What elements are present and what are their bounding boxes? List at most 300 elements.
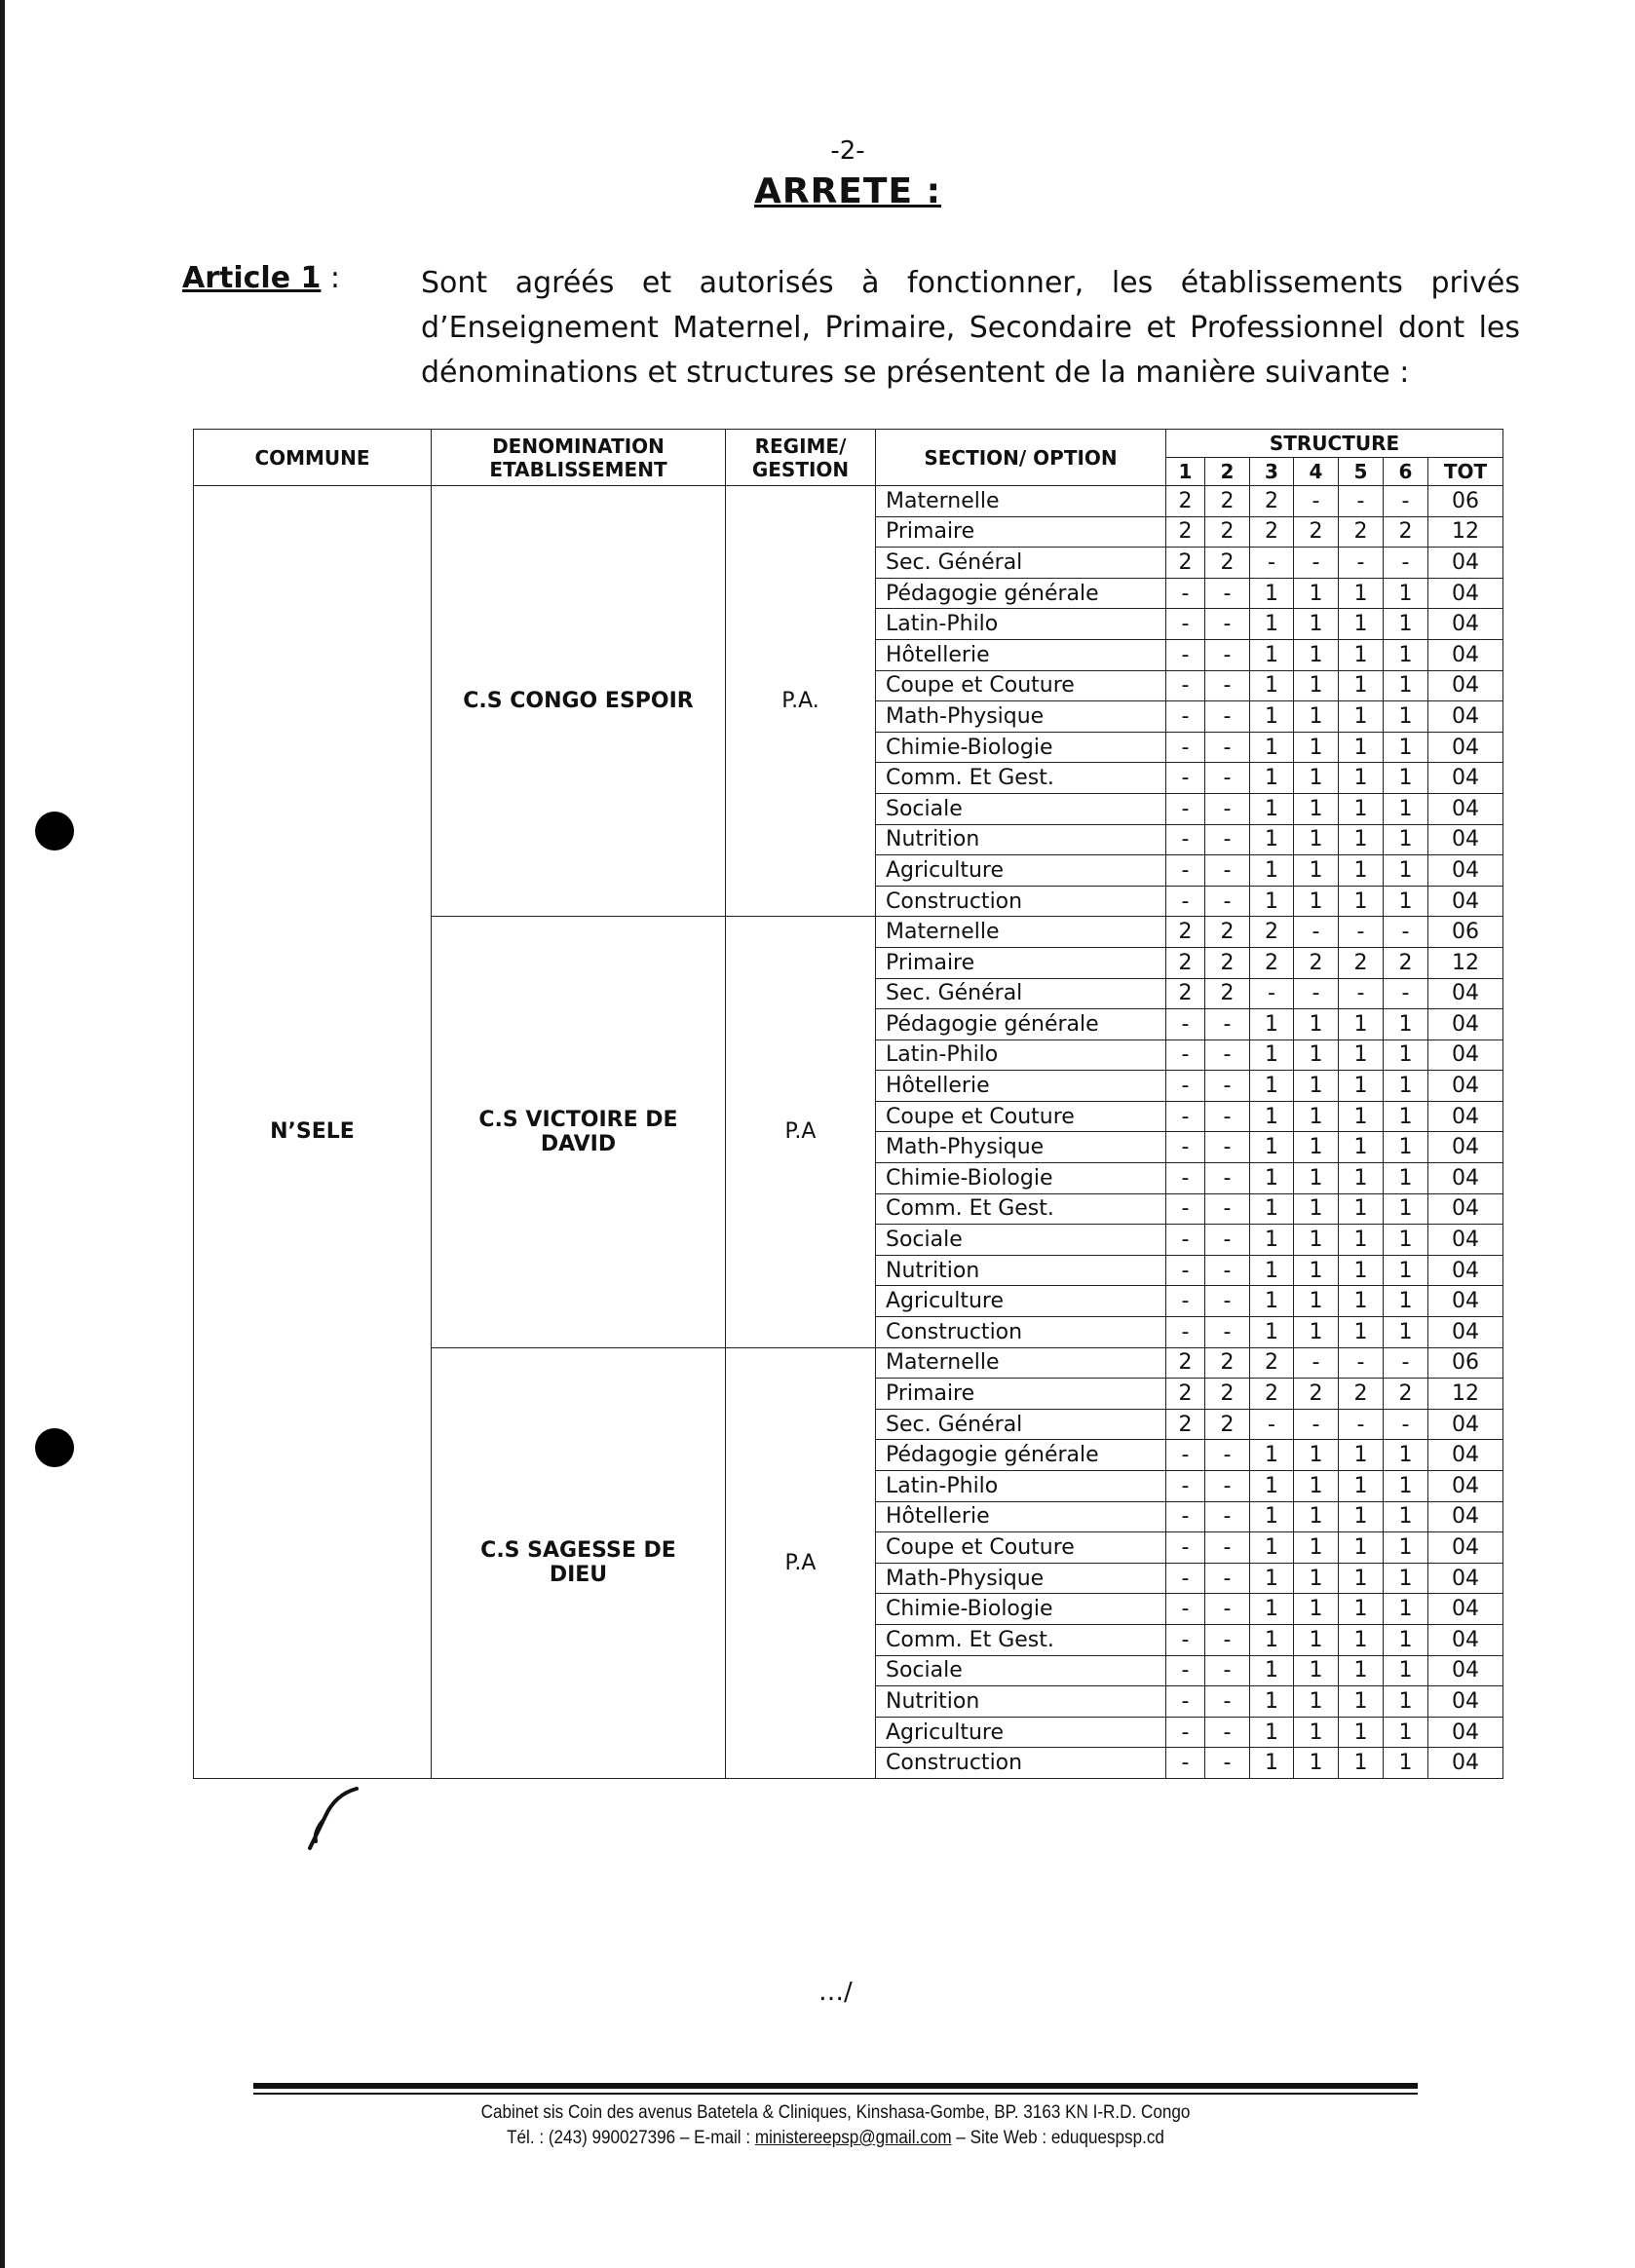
section-cell: Comm. Et Gest. (876, 1624, 1166, 1655)
level-cell: 1 (1294, 1748, 1339, 1779)
section-cell: Latin-Philo (876, 1040, 1166, 1071)
total-cell: 04 (1428, 1163, 1503, 1194)
footer-rule (253, 2083, 1418, 2089)
level-cell: 2 (1294, 947, 1339, 978)
level-cell: 1 (1384, 793, 1428, 824)
level-cell: 2 (1166, 947, 1205, 978)
level-cell: - (1339, 1347, 1384, 1379)
structure-table (193, 429, 1503, 1779)
level-cell: 1 (1250, 793, 1294, 824)
total-cell: 04 (1428, 670, 1503, 701)
section-cell: Coupe et Couture (876, 1532, 1166, 1564)
level-cell: 2 (1205, 978, 1250, 1009)
level-cell: - (1205, 1225, 1250, 1256)
level-cell: 1 (1384, 1532, 1428, 1564)
level-cell: 2 (1166, 516, 1205, 548)
level-cell: - (1205, 824, 1250, 855)
level-cell: 1 (1250, 732, 1294, 763)
page-number: -2- (830, 136, 865, 166)
level-cell: 2 (1294, 1379, 1339, 1410)
level-cell: 1 (1339, 1040, 1384, 1071)
total-cell: 04 (1428, 1286, 1503, 1317)
punch-hole (35, 1428, 74, 1467)
section-cell: Comm. Et Gest. (876, 1193, 1166, 1225)
level-cell: 1 (1250, 1009, 1294, 1040)
section-cell: Hôtellerie (876, 1071, 1166, 1102)
section-cell: Sociale (876, 793, 1166, 824)
level-cell: 1 (1384, 578, 1428, 609)
table-body (194, 486, 1503, 1779)
level-cell: 1 (1384, 1193, 1428, 1225)
level-cell: 2 (1205, 1379, 1250, 1410)
level-cell: 1 (1250, 639, 1294, 670)
section-cell: Primaire (876, 1379, 1166, 1410)
level-cell: - (1294, 548, 1339, 579)
total-cell: 04 (1428, 1471, 1503, 1502)
level-cell: 1 (1250, 1717, 1294, 1748)
total-cell: 06 (1428, 486, 1503, 517)
level-cell: - (1205, 1255, 1250, 1286)
continuation-mark: …/ (818, 1978, 853, 2007)
total-cell: 04 (1428, 1440, 1503, 1471)
level-cell: - (1166, 1101, 1205, 1132)
level-cell: - (1384, 486, 1428, 517)
level-cell: 1 (1294, 1225, 1339, 1256)
level-cell: 1 (1250, 1563, 1294, 1594)
section-cell: Pédagogie générale (876, 1440, 1166, 1471)
level-cell: 1 (1384, 1624, 1428, 1655)
level-cell: 1 (1250, 1286, 1294, 1317)
level-cell: - (1384, 917, 1428, 948)
total-cell: 06 (1428, 917, 1503, 948)
level-cell: 1 (1250, 763, 1294, 794)
level-cell: 1 (1384, 1132, 1428, 1163)
level-cell: - (1166, 1655, 1205, 1686)
level-cell: 1 (1384, 1163, 1428, 1194)
level-cell: 1 (1339, 578, 1384, 609)
section-cell: Sociale (876, 1225, 1166, 1256)
level-cell: 1 (1384, 824, 1428, 855)
level-cell: - (1384, 1347, 1428, 1379)
level-cell: 1 (1339, 1624, 1384, 1655)
header-level: 4 (1294, 458, 1339, 486)
level-cell: 1 (1294, 1471, 1339, 1502)
level-cell: - (1384, 548, 1428, 579)
total-cell: 04 (1428, 1409, 1503, 1440)
scan-edge (0, 0, 5, 2268)
level-cell: 1 (1250, 1594, 1294, 1625)
level-cell: 1 (1384, 1255, 1428, 1286)
level-cell: 1 (1339, 1132, 1384, 1163)
level-cell: - (1166, 1748, 1205, 1779)
level-cell: 1 (1294, 886, 1339, 917)
level-cell: 1 (1339, 609, 1384, 640)
level-cell: - (1205, 1532, 1250, 1564)
section-cell: Sec. Général (876, 1409, 1166, 1440)
level-cell: 1 (1384, 1686, 1428, 1718)
footer-phone: Tél. : (243) 990027396 – E-mail : (507, 2128, 755, 2148)
level-cell: 1 (1339, 1655, 1384, 1686)
level-cell: - (1205, 1686, 1250, 1718)
level-cell: 1 (1294, 1655, 1339, 1686)
level-cell: 1 (1294, 1501, 1339, 1532)
level-cell: 2 (1250, 947, 1294, 978)
level-cell: 1 (1339, 1563, 1384, 1594)
total-cell: 04 (1428, 1193, 1503, 1225)
level-cell: 1 (1250, 1255, 1294, 1286)
level-cell: 2 (1250, 1347, 1294, 1379)
section-cell: Primaire (876, 516, 1166, 548)
footer-website: – Site Web : eduquespsp.cd (951, 2128, 1164, 2148)
total-cell: 04 (1428, 1071, 1503, 1102)
level-cell: 1 (1250, 1132, 1294, 1163)
level-cell: - (1166, 578, 1205, 609)
level-cell: 2 (1384, 1379, 1428, 1410)
level-cell: 2 (1250, 1379, 1294, 1410)
level-cell: 1 (1384, 732, 1428, 763)
level-cell: 2 (1166, 917, 1205, 948)
section-cell: Pédagogie générale (876, 578, 1166, 609)
level-cell: 1 (1384, 1717, 1428, 1748)
level-cell: 2 (1294, 516, 1339, 548)
level-cell: 1 (1294, 855, 1339, 887)
level-cell: - (1166, 1225, 1205, 1256)
level-cell: 1 (1339, 1225, 1384, 1256)
level-cell: - (1250, 548, 1294, 579)
total-cell: 04 (1428, 1686, 1503, 1718)
footer-email-link[interactable]: ministereepsp@gmail.com (754, 2128, 952, 2148)
level-cell: 1 (1294, 639, 1339, 670)
level-cell: - (1250, 978, 1294, 1009)
footer-contact (312, 2126, 1360, 2151)
level-cell: 2 (1384, 516, 1428, 548)
level-cell: - (1166, 1624, 1205, 1655)
level-cell: 1 (1294, 1009, 1339, 1040)
level-cell: 1 (1339, 1501, 1384, 1532)
section-cell: Construction (876, 1748, 1166, 1779)
level-cell: - (1166, 1255, 1205, 1286)
level-cell: 1 (1384, 1594, 1428, 1625)
level-cell: 2 (1205, 1409, 1250, 1440)
level-cell: 1 (1250, 1071, 1294, 1102)
total-cell: 04 (1428, 978, 1503, 1009)
level-cell: - (1205, 1193, 1250, 1225)
level-cell: 1 (1294, 670, 1339, 701)
level-cell: - (1166, 1594, 1205, 1625)
level-cell: - (1166, 1071, 1205, 1102)
level-cell: - (1205, 1563, 1250, 1594)
level-cell: 1 (1250, 1440, 1294, 1471)
level-cell: 1 (1250, 578, 1294, 609)
level-cell: - (1166, 670, 1205, 701)
table-row (194, 486, 1503, 517)
header-row (194, 430, 1503, 458)
level-cell: - (1166, 793, 1205, 824)
commune-cell: N’SELE (194, 486, 432, 1779)
total-cell: 04 (1428, 1624, 1503, 1655)
level-cell: 2 (1166, 548, 1205, 579)
level-cell: - (1205, 732, 1250, 763)
level-cell: 1 (1250, 1686, 1294, 1718)
total-cell: 04 (1428, 1655, 1503, 1686)
level-cell: 1 (1250, 1471, 1294, 1502)
level-cell: 1 (1294, 1686, 1339, 1718)
level-cell: 1 (1250, 701, 1294, 733)
level-cell: - (1166, 701, 1205, 733)
level-cell: - (1205, 609, 1250, 640)
section-cell: Chimie-Biologie (876, 1163, 1166, 1194)
level-cell: 1 (1250, 1655, 1294, 1686)
level-cell: 1 (1339, 670, 1384, 701)
header-section: SECTION/ OPTION (876, 430, 1166, 486)
level-cell: 1 (1384, 1440, 1428, 1471)
level-cell: - (1384, 1409, 1428, 1440)
section-cell: Primaire (876, 947, 1166, 978)
level-cell: 1 (1250, 670, 1294, 701)
level-cell: - (1166, 1501, 1205, 1532)
level-cell: 1 (1339, 763, 1384, 794)
level-cell: 1 (1294, 1071, 1339, 1102)
section-cell: Nutrition (876, 824, 1166, 855)
level-cell: - (1205, 1440, 1250, 1471)
level-cell: 1 (1339, 1471, 1384, 1502)
punch-hole (35, 812, 74, 850)
level-cell: 1 (1339, 1286, 1384, 1317)
level-cell: - (1166, 1471, 1205, 1502)
level-cell: - (1250, 1409, 1294, 1440)
level-cell: 2 (1339, 516, 1384, 548)
level-cell: 1 (1339, 1594, 1384, 1625)
level-cell: - (1205, 1317, 1250, 1348)
level-cell: - (1166, 1286, 1205, 1317)
section-cell: Math-Physique (876, 701, 1166, 733)
total-cell: 04 (1428, 609, 1503, 640)
level-cell: 1 (1339, 1717, 1384, 1748)
level-cell: - (1166, 1532, 1205, 1564)
section-cell: Hôtellerie (876, 639, 1166, 670)
level-cell: 1 (1339, 732, 1384, 763)
level-cell: - (1205, 1717, 1250, 1748)
level-cell: 1 (1294, 609, 1339, 640)
level-cell: 1 (1384, 1101, 1428, 1132)
level-cell: - (1205, 1655, 1250, 1686)
level-cell: - (1166, 1717, 1205, 1748)
level-cell: - (1166, 1563, 1205, 1594)
level-cell: - (1294, 917, 1339, 948)
level-cell: 1 (1294, 1101, 1339, 1132)
level-cell: 2 (1205, 1347, 1250, 1379)
level-cell: 1 (1250, 824, 1294, 855)
level-cell: - (1205, 1471, 1250, 1502)
section-cell: Comm. Et Gest. (876, 763, 1166, 794)
level-cell: - (1205, 670, 1250, 701)
level-cell: 2 (1166, 1379, 1205, 1410)
level-cell: 1 (1294, 1286, 1339, 1317)
level-cell: 1 (1384, 1501, 1428, 1532)
level-cell: 1 (1339, 886, 1384, 917)
total-cell: 04 (1428, 1563, 1503, 1594)
level-cell: 1 (1250, 855, 1294, 887)
level-cell: 1 (1384, 701, 1428, 733)
level-cell: 1 (1339, 701, 1384, 733)
total-cell: 04 (1428, 763, 1503, 794)
level-cell: - (1205, 793, 1250, 824)
level-cell: 1 (1294, 1317, 1339, 1348)
level-cell: 1 (1294, 578, 1339, 609)
level-cell: - (1166, 1193, 1205, 1225)
level-cell: - (1166, 732, 1205, 763)
level-cell: 1 (1250, 1317, 1294, 1348)
level-cell: - (1205, 639, 1250, 670)
level-cell: - (1166, 609, 1205, 640)
level-cell: 1 (1339, 1193, 1384, 1225)
level-cell: - (1294, 1347, 1339, 1379)
level-cell: 1 (1294, 1563, 1339, 1594)
level-cell: - (1294, 978, 1339, 1009)
handwritten-paraph (302, 1785, 361, 1853)
total-cell: 12 (1428, 1379, 1503, 1410)
level-cell: 1 (1339, 1071, 1384, 1102)
level-cell: - (1166, 824, 1205, 855)
section-cell: Agriculture (876, 1717, 1166, 1748)
level-cell: - (1339, 978, 1384, 1009)
section-cell: Sec. Général (876, 548, 1166, 579)
level-cell: 1 (1250, 1748, 1294, 1779)
level-cell: 1 (1384, 1040, 1428, 1071)
section-cell: Chimie-Biologie (876, 732, 1166, 763)
level-cell: 2 (1166, 1409, 1205, 1440)
level-cell: - (1166, 855, 1205, 887)
section-cell: Maternelle (876, 917, 1166, 948)
total-cell: 04 (1428, 1501, 1503, 1532)
header-regime: REGIME/ GESTION (726, 430, 876, 486)
level-cell: 1 (1384, 1748, 1428, 1779)
total-cell: 04 (1428, 732, 1503, 763)
level-cell: 1 (1384, 1563, 1428, 1594)
level-cell: 1 (1384, 1071, 1428, 1102)
level-cell: - (1205, 1101, 1250, 1132)
article-number: Article 1 (182, 261, 322, 295)
level-cell: 1 (1250, 1193, 1294, 1225)
level-cell: 1 (1384, 1317, 1428, 1348)
total-cell: 12 (1428, 516, 1503, 548)
section-cell: Pédagogie générale (876, 1009, 1166, 1040)
section-cell: Nutrition (876, 1686, 1166, 1718)
level-cell: 1 (1294, 1440, 1339, 1471)
level-cell: 1 (1294, 1040, 1339, 1071)
total-cell: 04 (1428, 1132, 1503, 1163)
level-cell: - (1339, 548, 1384, 579)
level-cell: 2 (1205, 516, 1250, 548)
level-cell: 2 (1250, 516, 1294, 548)
school-name-cell: C.S VICTOIRE DE DAVID (432, 917, 726, 1347)
level-cell: - (1294, 1409, 1339, 1440)
level-cell: 1 (1294, 1717, 1339, 1748)
total-cell: 04 (1428, 1317, 1503, 1348)
level-cell: 1 (1294, 1532, 1339, 1564)
section-cell: Coupe et Couture (876, 670, 1166, 701)
level-cell: - (1166, 1009, 1205, 1040)
level-cell: - (1205, 886, 1250, 917)
header-level: 3 (1250, 458, 1294, 486)
level-cell: - (1294, 486, 1339, 517)
level-cell: - (1205, 578, 1250, 609)
level-cell: 1 (1384, 609, 1428, 640)
total-cell: 04 (1428, 701, 1503, 733)
regime-cell: P.A (726, 917, 876, 1347)
level-cell: - (1205, 1624, 1250, 1655)
level-cell: 1 (1339, 1440, 1384, 1471)
level-cell: 1 (1250, 609, 1294, 640)
level-cell: 1 (1250, 1532, 1294, 1564)
level-cell: - (1384, 978, 1428, 1009)
level-cell: 1 (1339, 855, 1384, 887)
footer (312, 2100, 1360, 2151)
header-denomination: DENOMINATION ETABLISSEMENT (432, 430, 726, 486)
level-cell: - (1339, 917, 1384, 948)
level-cell: - (1166, 639, 1205, 670)
level-cell: 1 (1384, 670, 1428, 701)
total-cell: 04 (1428, 1101, 1503, 1132)
level-cell: - (1205, 1009, 1250, 1040)
level-cell: 2 (1166, 486, 1205, 517)
level-cell: - (1339, 486, 1384, 517)
level-cell: - (1205, 1501, 1250, 1532)
level-cell: 1 (1250, 886, 1294, 917)
total-cell: 04 (1428, 1594, 1503, 1625)
level-cell: 1 (1294, 1163, 1339, 1194)
level-cell: - (1205, 1594, 1250, 1625)
level-cell: - (1205, 1163, 1250, 1194)
total-cell: 04 (1428, 1225, 1503, 1256)
total-cell: 04 (1428, 886, 1503, 917)
level-cell: 1 (1250, 1101, 1294, 1132)
section-cell: Construction (876, 886, 1166, 917)
level-cell: - (1205, 1132, 1250, 1163)
header-total: TOT (1428, 458, 1503, 486)
level-cell: 1 (1294, 1132, 1339, 1163)
level-cell: 2 (1205, 486, 1250, 517)
level-cell: 1 (1250, 1225, 1294, 1256)
article-colon: : (321, 261, 341, 295)
level-cell: 2 (1250, 486, 1294, 517)
section-cell: Math-Physique (876, 1132, 1166, 1163)
total-cell: 12 (1428, 947, 1503, 978)
total-cell: 04 (1428, 1717, 1503, 1748)
total-cell: 04 (1428, 1532, 1503, 1564)
level-cell: 1 (1384, 1655, 1428, 1686)
level-cell: 2 (1166, 1347, 1205, 1379)
level-cell: 1 (1294, 793, 1339, 824)
level-cell: - (1205, 1286, 1250, 1317)
level-cell: - (1205, 1040, 1250, 1071)
level-cell: - (1205, 1071, 1250, 1102)
level-cell: 2 (1250, 917, 1294, 948)
total-cell: 06 (1428, 1347, 1503, 1379)
header-commune: COMMUNE (194, 430, 432, 486)
level-cell: 1 (1339, 1317, 1384, 1348)
header-level: 2 (1205, 458, 1250, 486)
level-cell: 1 (1384, 855, 1428, 887)
regime-cell: P.A. (726, 486, 876, 917)
article-label (182, 261, 340, 295)
section-cell: Math-Physique (876, 1563, 1166, 1594)
level-cell: 1 (1384, 1009, 1428, 1040)
level-cell: - (1205, 763, 1250, 794)
total-cell: 04 (1428, 1255, 1503, 1286)
total-cell: 04 (1428, 1009, 1503, 1040)
regime-cell: P.A (726, 1347, 876, 1778)
